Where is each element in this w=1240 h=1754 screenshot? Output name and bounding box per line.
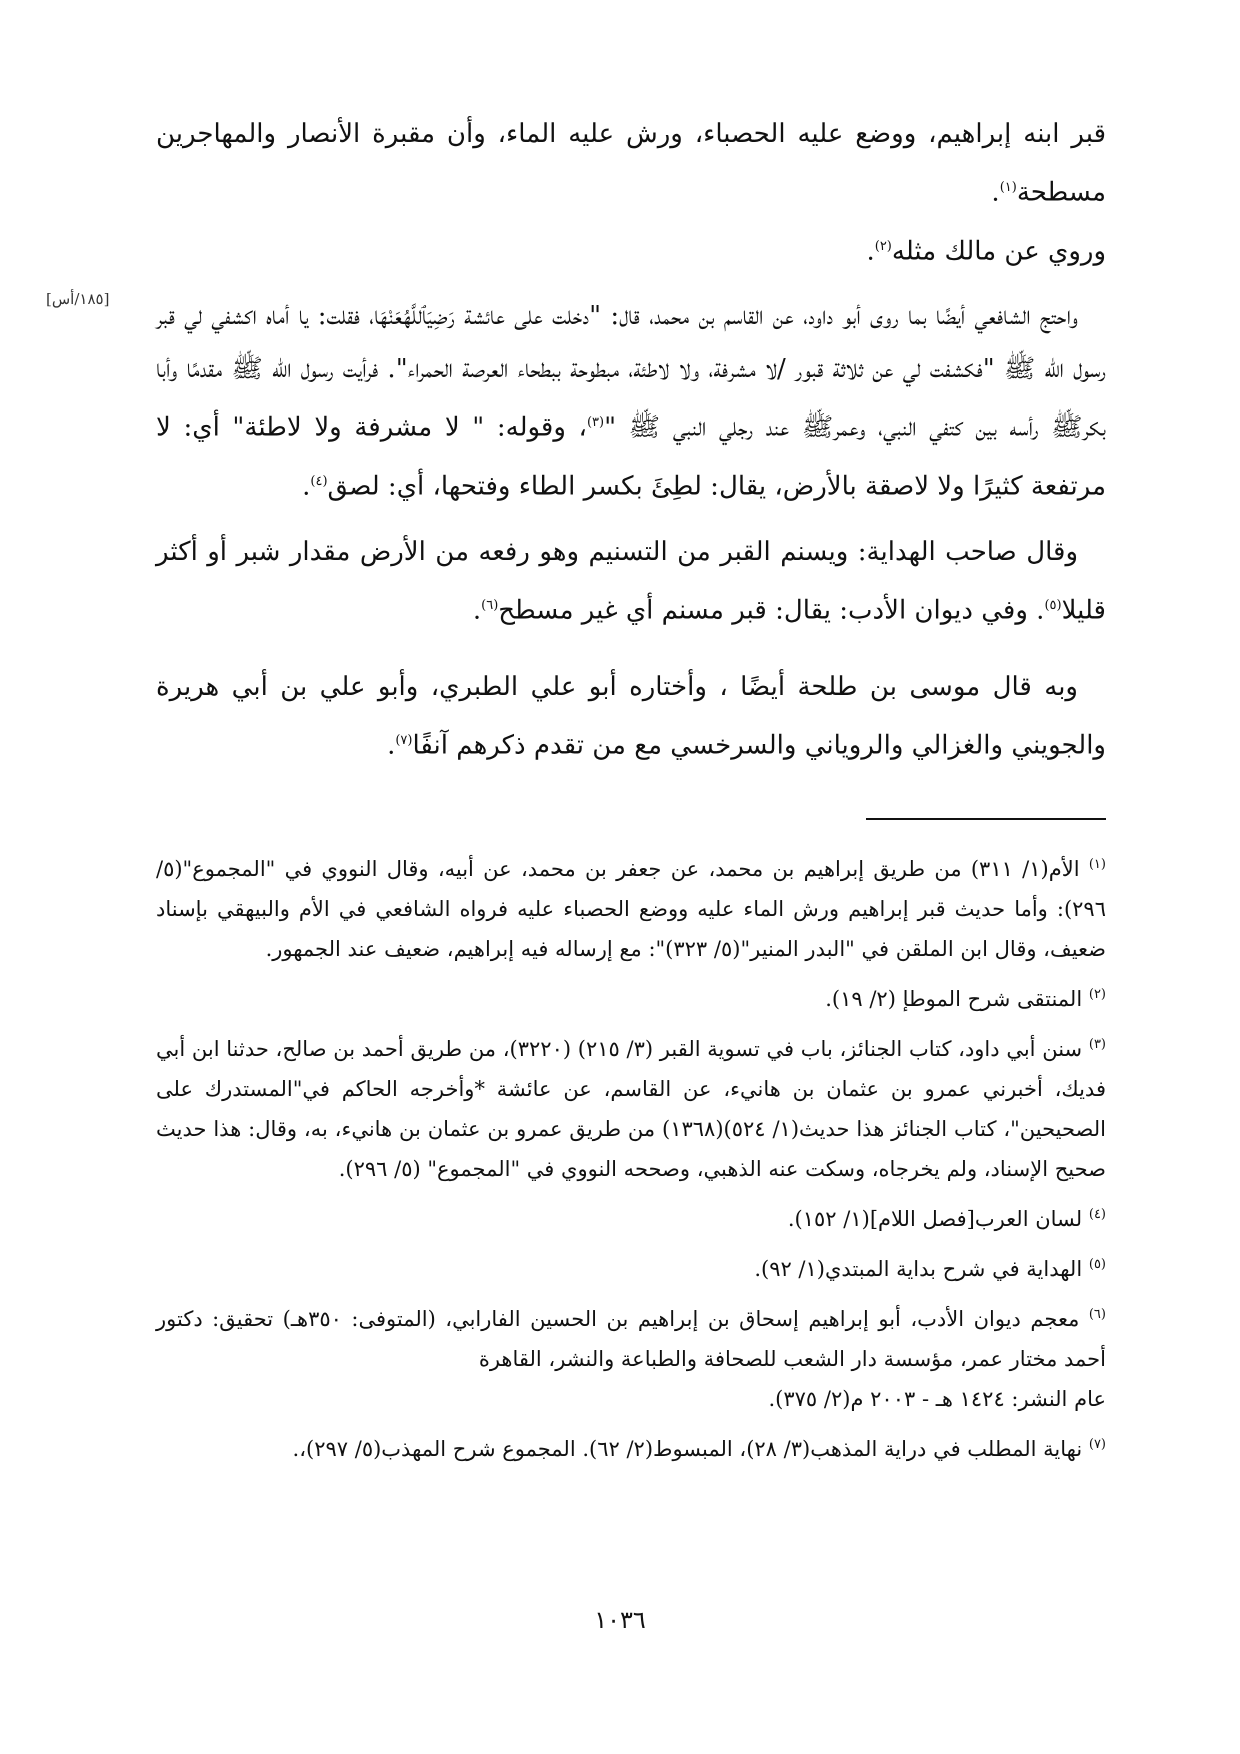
paragraph-1: قبر ابنه إبراهيم، ووضع عليه الحصباء، ورش عليه الماء، وأن مقبرة الأنصار والمهاجرين مسطحة$^{(١)}$. bbox=[156, 119, 1106, 208]
footnote-ref-6[interactable]: (٦) bbox=[481, 597, 499, 613]
footnote-ref-7[interactable]: (٧) bbox=[395, 733, 413, 749]
page-number: ١٠٣٦ bbox=[594, 1606, 646, 1634]
footnote-2: $^{(٢)}$ المنتقى شرح الموطإ (٢/ ١٩). bbox=[825, 987, 1106, 1011]
footnote-3: $^{(٣)}$ سنن أبي داود، كتاب الجنائز، باب في تسوية القبر (٣/ ٢١٥) (٣٢٢٠)، من طريق أحمد بن صالح، حدثنا ابن أبي فديك، أخبرني عمرو بن عثمان بن هانيء، عن القاسم، عن عائشة *وأخرجه الحاكم في"المستدرك على الصحيحين"، كتاب الجنائز هذا حديث(١/ ٥٢٤)(١٣٦٨) من طريق عمرو بن عثمان بن هانيء، به، وقال: هذا حديث صحيح الإسناد، ولم يخرجاه، وسكت عنه الذهبي، وصححه النووي في "المجموع" (٥/ ٢٩٦). bbox=[156, 1037, 1106, 1181]
footnote-ref-3[interactable]: (٣) bbox=[586, 415, 605, 431]
footnote-ref-1[interactable]: (١) bbox=[999, 180, 1017, 195]
paragraph-4: وقال صاحب الهداية: ويسنم القبر من التسنيم وهو رفعه من الأرض مقدار شبر أو أكثر قليلا$^{(٥)}$. وفي ديوان الأدب: يقال: قبر مسنم أي غير مسطح$^{(٦)}$. bbox=[156, 536, 1106, 626]
footnote-4: $^{(٤)}$ لسان العرب[فصل اللام](١/ ١٥٢). bbox=[787, 1207, 1106, 1231]
paragraph-2: وروي عن مالك مثله$^{(٢)}$. bbox=[866, 236, 1106, 267]
footnotes-section bbox=[156, 845, 1106, 1475]
footnote-separator bbox=[866, 818, 1106, 820]
footnote-7: $^{(٧)}$ نهاية المطلب في دراية المذهب(٣/ ٢٨)، المبسوط(٢/ ٦٢). المجموع شرح المهذب(٥/ ٢٩٧)،. bbox=[292, 1437, 1106, 1461]
footnote-1: $^{(١)}$ الأم(١/ ٣١١) من طريق إبراهيم بن محمد، عن جعفر بن محمد، عن أبيه، وقال النووي في "المجموع"(٥/ ٢٩٦): وأما حديث قبر إبراهيم ورش الماء عليه ووضع الحصباء عليه فرواه الشافعي في الأم والبيهقي بإسناد ضعيف، وقال ابن الملقن في "البدر المنير"(٥/ ٣٢٣)": مع إرساله فيه إبراهيم، ضعيف عند الجمهور. bbox=[156, 857, 1106, 961]
footnote-6-continuation: عام النشر: ١٤٢٤ هـ - ٢٠٠٣ م(٢/ ٣٧٥). bbox=[768, 1387, 1106, 1411]
paragraph-5: وبه قال موسى بن طلحة أيضًا ، وأختاره أبو علي الطبري، وأبو علي بن أبي هريرة والجويني والغزالي والروياني والسرخسي مع من تقدم ذكرهم آنفًا$^{(٧)}$. bbox=[156, 672, 1106, 761]
footnote-5: $^{(٥)}$ الهداية في شرح بداية المبتدي(١/ ٩٢). bbox=[754, 1257, 1106, 1281]
main-text bbox=[156, 108, 1106, 773]
footnote-ref-4[interactable]: (٤) bbox=[310, 473, 328, 489]
footnote-ref-2[interactable]: (٢) bbox=[874, 238, 892, 254]
paragraph-3: واحتج الشافعي أيضًا بما روى أبو داود، عن القاسم بن محمد، قال: "دخلت على عائشة رَضِيَٱللَّهُعَنْهَا، فقلت: يا أماه اكشفي لي قبر رسول الله ﷺ "فكشفت لي عن ثلاثة قبور /لا مشرفة، ولا لاطئة، مبطوحة ببطحاء العرصة الحمراء". فرأيت رسول الله ﷺ مقدمًا وأبا بكرﷺ رأسه بين كتفي النبي، وعمرﷺ عند رجلي النبي ﷺ "$^{(٣)}$، وقوله: " لا مشرفة ولا لاطئة" أي: لا مرتفعة كثيرًا ولا لاصقة بالأرض، يقال: لطِئَ بكسر الطاء وفتحها، أي: لصق$^{(٤)}$. bbox=[156, 301, 1107, 502]
footnote-6: $^{(٦)}$ معجم ديوان الأدب، أبو إبراهيم إسحاق بن إبراهيم بن الحسين الفارابي، (المتوفى: ٣٥٠هـ) تحقيق: دكتور أحمد مختار عمر، مؤسسة دار الشعب للصحافة والطباعة والنشر، القاهرة عام النشر: ١٤٢٤ هـ - ٢٠٠٣ م(٢/ ٣٧٥). bbox=[156, 1295, 1106, 1419]
manuscript-folio-note: [١٨٥/أس] bbox=[46, 290, 110, 308]
footnote-ref-5[interactable]: (٥) bbox=[1044, 597, 1062, 613]
